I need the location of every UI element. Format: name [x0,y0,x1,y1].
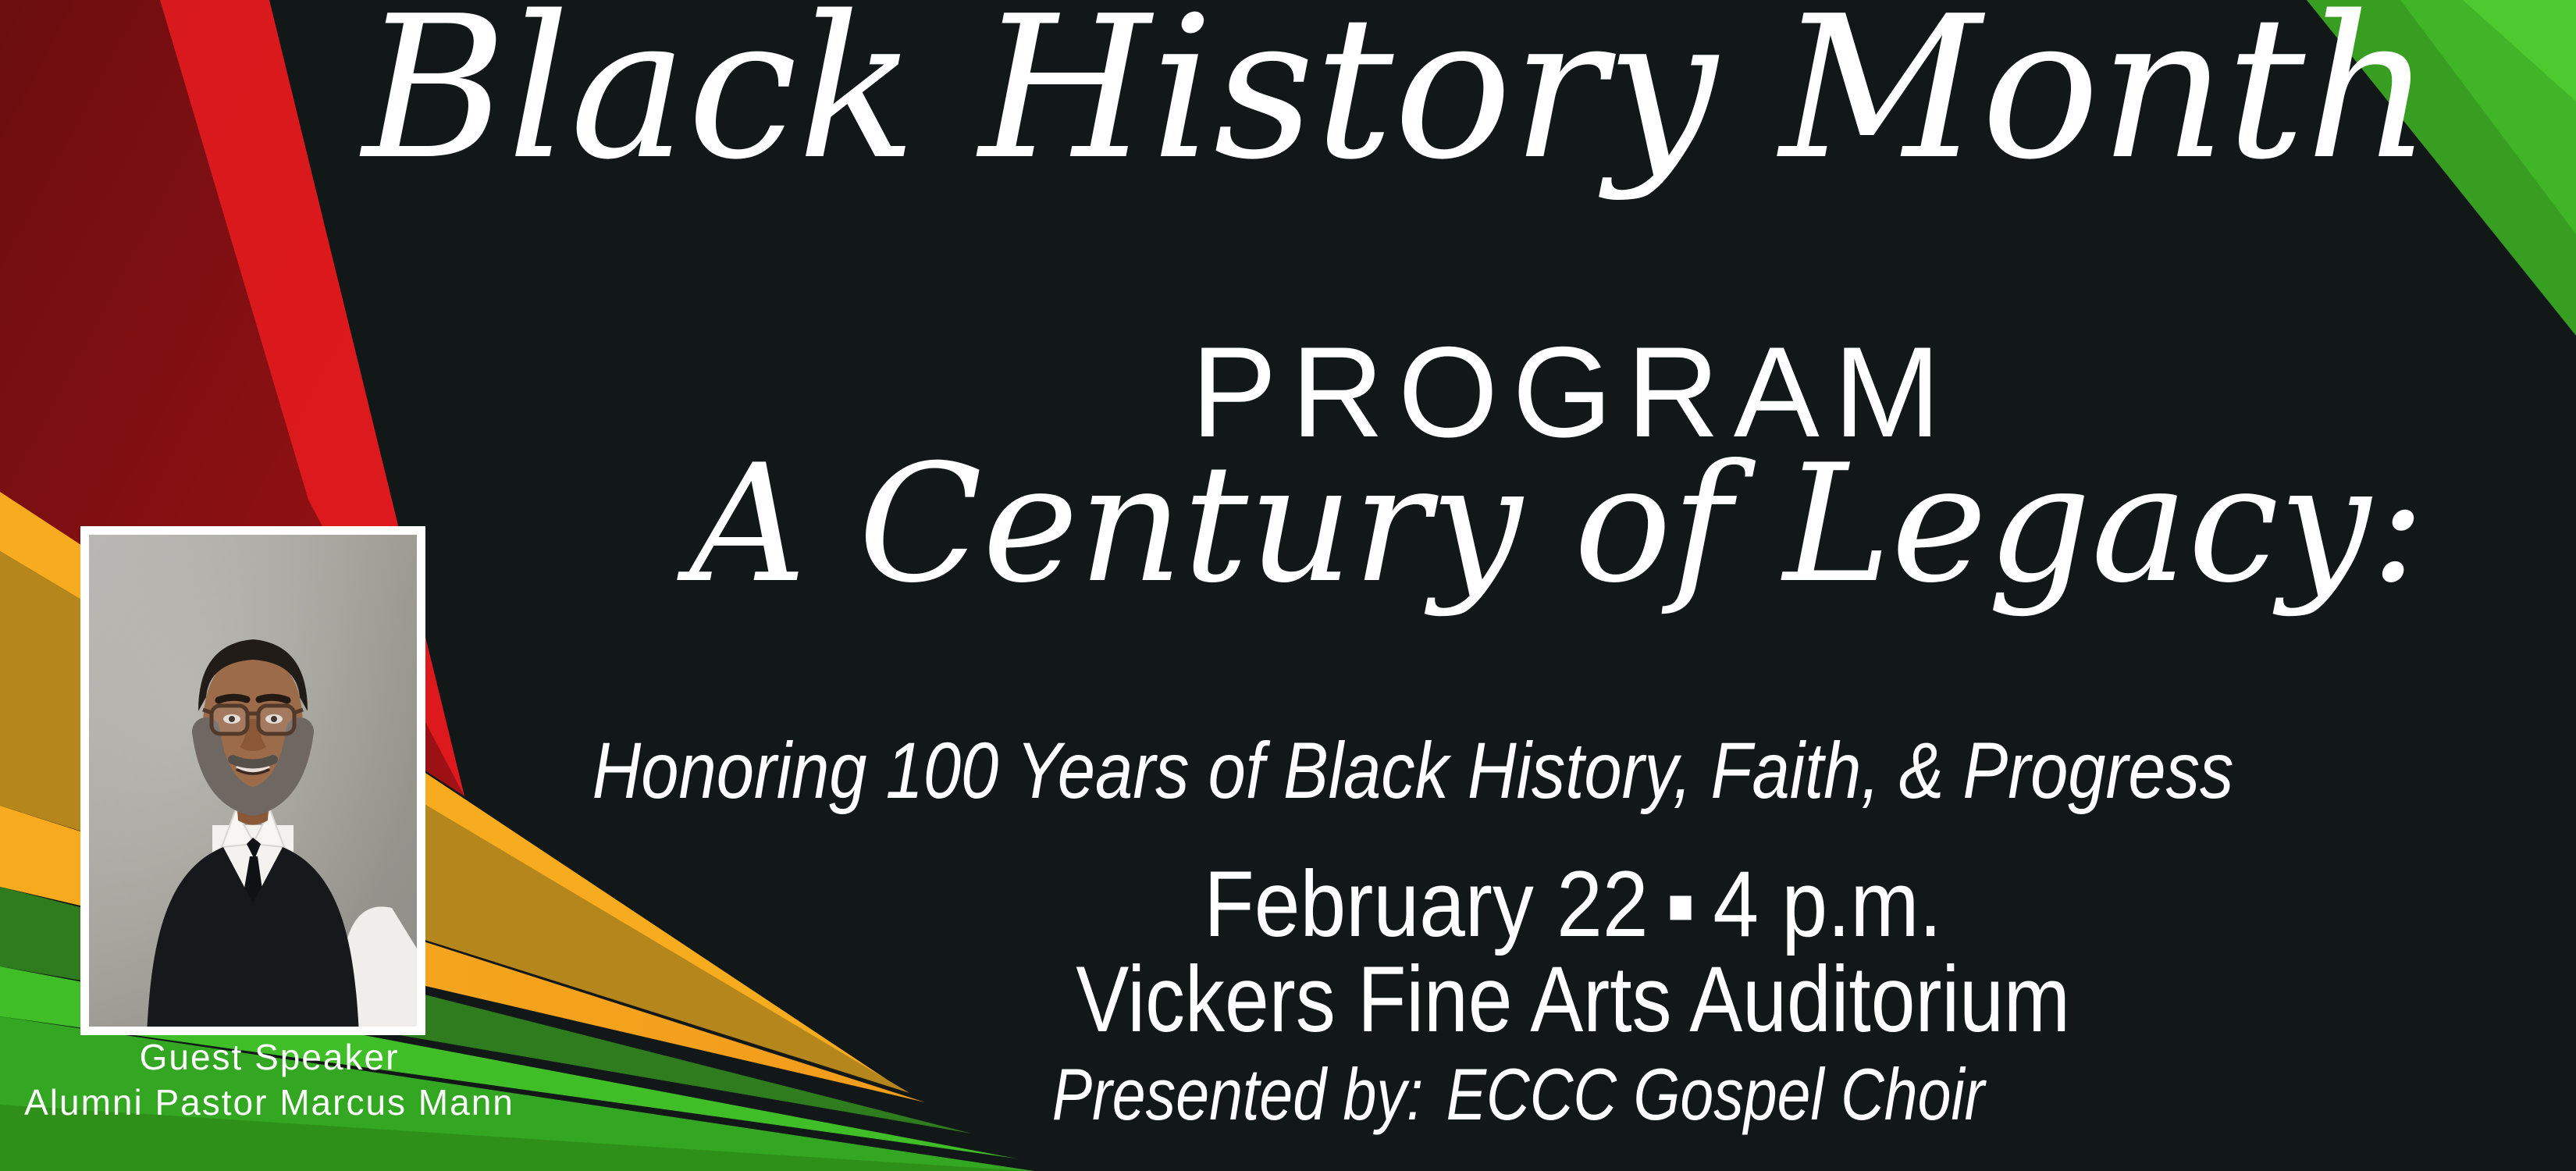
date-time-line [474,852,2576,956]
title-script: Black History Month [362,0,2432,203]
event-time: 4 p.m. [1713,852,1942,956]
bullet-separator: ▪ [1666,875,1695,932]
theme-script: A Century of Legacy: [689,430,2425,619]
program-heading: PROGRAM [1190,320,1955,464]
speaker-caption-name: Alumni Pastor Marcus Mann [24,1081,514,1123]
subtitle: Honoring 100 Years of Black History, Faith, & Progress [592,726,2234,815]
event-date: February 22 [1204,852,1649,956]
speaker-caption-role: Guest Speaker [139,1037,400,1077]
venue: Vickers Fine Arts Auditorium [1076,947,2070,1052]
presented-by-value: ECCC Gospel Choir [1446,1053,1985,1135]
presented-by-label: Presented by: [1051,1053,1424,1135]
presented-by-line [494,1053,2542,1135]
